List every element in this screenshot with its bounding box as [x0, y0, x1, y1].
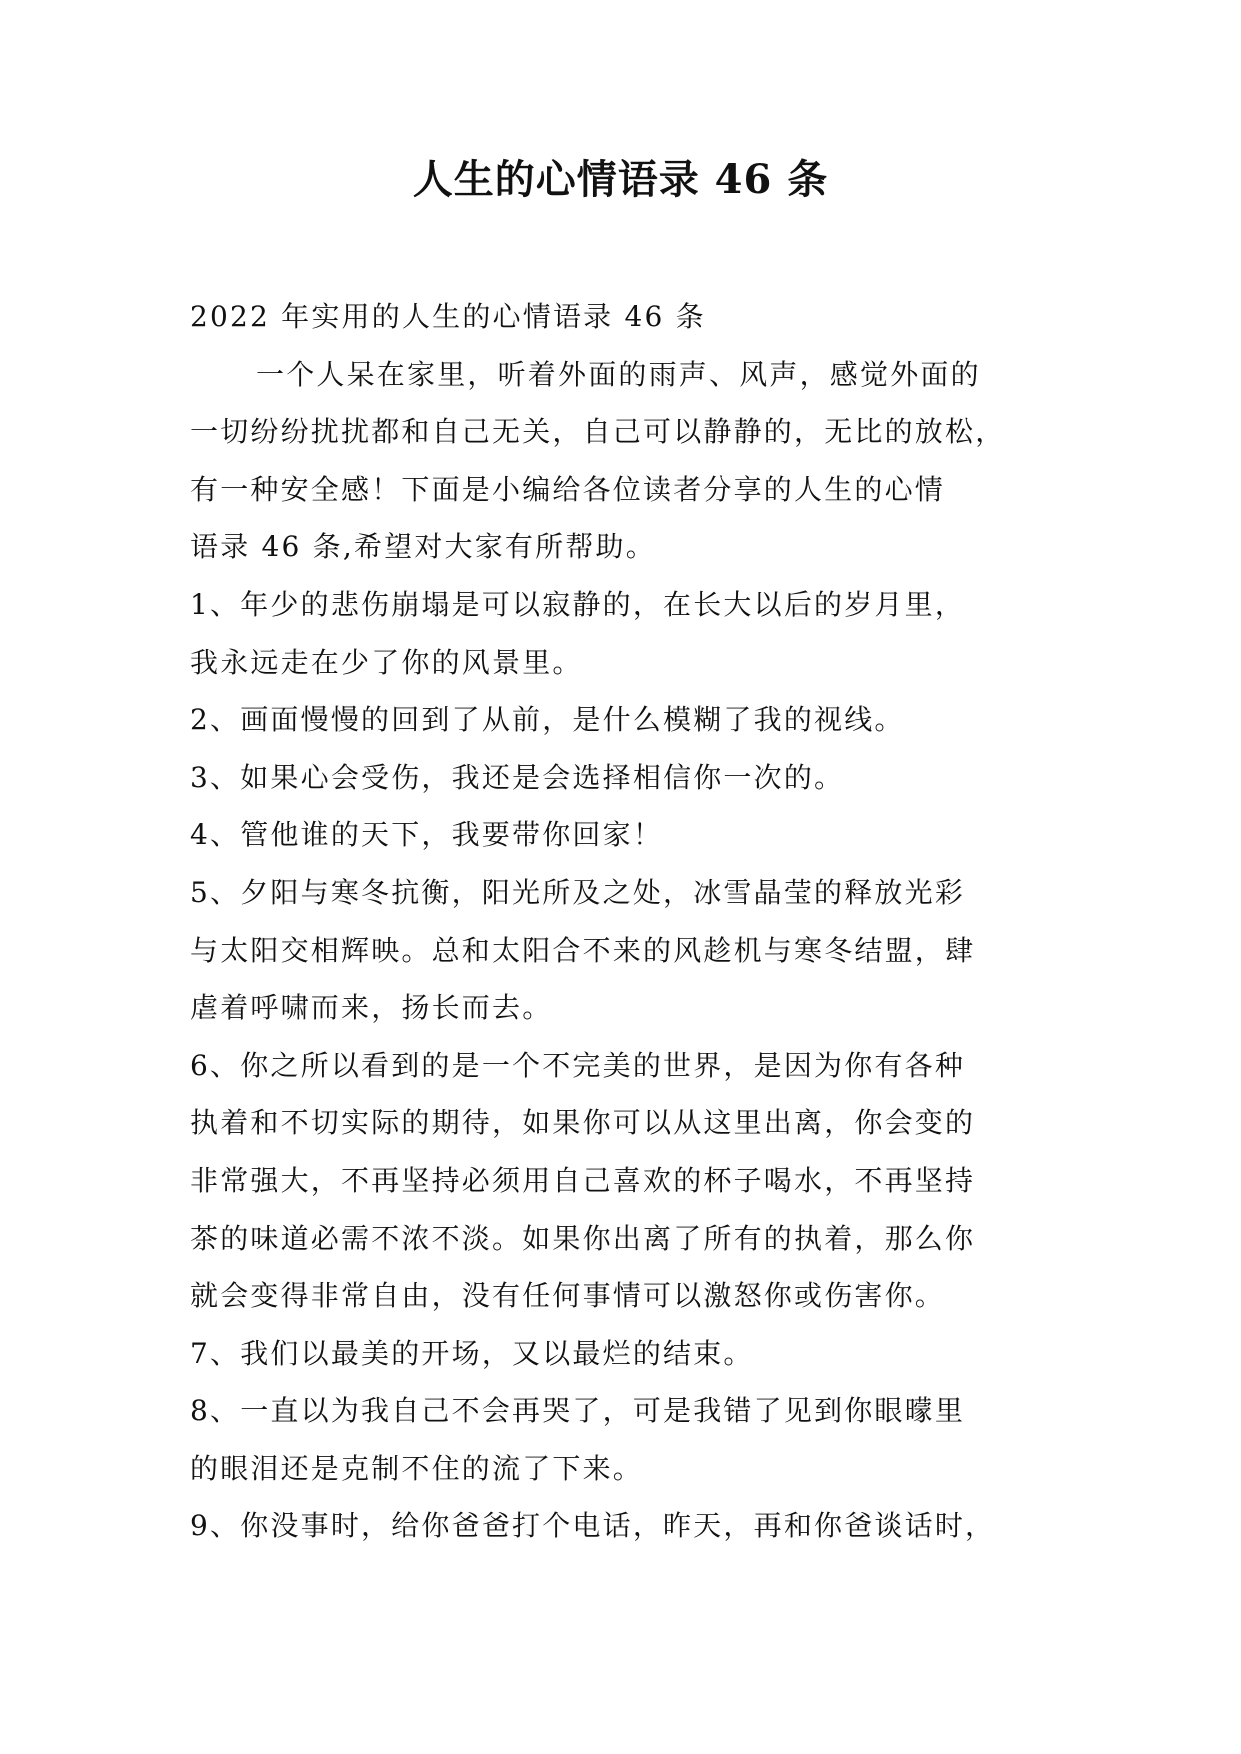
text-line: 4、管他谁的天下，我要带你回家！ — [190, 818, 664, 852]
text-line: 与太阳交相辉映。总和太阳合不来的风趁机与寒冬结盟，肆 — [190, 933, 976, 967]
text-line: 6、你之所以看到的是一个不完美的世界，是因为你有各种 — [190, 1048, 966, 1082]
text-line: 9、你没事时，给你爸爸打个电话，昨天，再和你爸谈话时， — [190, 1509, 996, 1543]
text-line: 一个人呆在家里，听着外面的雨声、风声，感觉外面的 — [256, 357, 981, 391]
text-line: 有一种安全感！下面是小编给各位读者分享的人生的心情 — [190, 472, 946, 506]
text-line: 茶的味道必需不浓不淡。如果你出离了所有的执着，那么你 — [190, 1221, 976, 1255]
document-body — [190, 289, 1060, 1556]
text-line: 我永远走在少了你的风景里。 — [190, 645, 583, 679]
text-line: 7、我们以最美的开场，又以最烂的结束。 — [190, 1336, 754, 1370]
text-line: 的眼泪还是克制不住的流了下来。 — [190, 1451, 644, 1485]
text-line: 8、一直以为我自己不会再哭了，可是我错了见到你眼曚里 — [190, 1394, 966, 1428]
text-line: 5、夕阳与寒冬抗衡，阳光所及之处，冰雪晶莹的释放光彩 — [190, 875, 966, 909]
text-line: 执着和不切实际的期待，如果你可以从这里出离，你会变的 — [190, 1106, 976, 1140]
text-line: 非常强大，不再坚持必须用自己喜欢的杯子喝水，不再坚持 — [190, 1163, 976, 1197]
text-line: 1、年少的悲伤崩塌是可以寂静的，在长大以后的岁月里， — [190, 587, 966, 621]
document-title: 人生的心情语录 46 条 — [412, 156, 829, 203]
text-line: 2022 年实用的人生的心情语录 46 条 — [190, 300, 706, 333]
text-line: 虐着呼啸而来，扬长而去。 — [190, 991, 553, 1025]
text-line: 2、画面慢慢的回到了从前，是什么模糊了我的视线。 — [190, 703, 905, 737]
text-line: 一切纷纷扰扰都和自己无关，自己可以静静的，无比的放松， — [190, 415, 1006, 449]
text-line: 就会变得非常自由，没有任何事情可以激怒你或伤害你。 — [190, 1279, 946, 1313]
text-line: 3、如果心会受伤，我还是会选择相信你一次的。 — [190, 760, 845, 794]
text-line: 语录 46 条,希望对大家有所帮助。 — [190, 530, 656, 564]
